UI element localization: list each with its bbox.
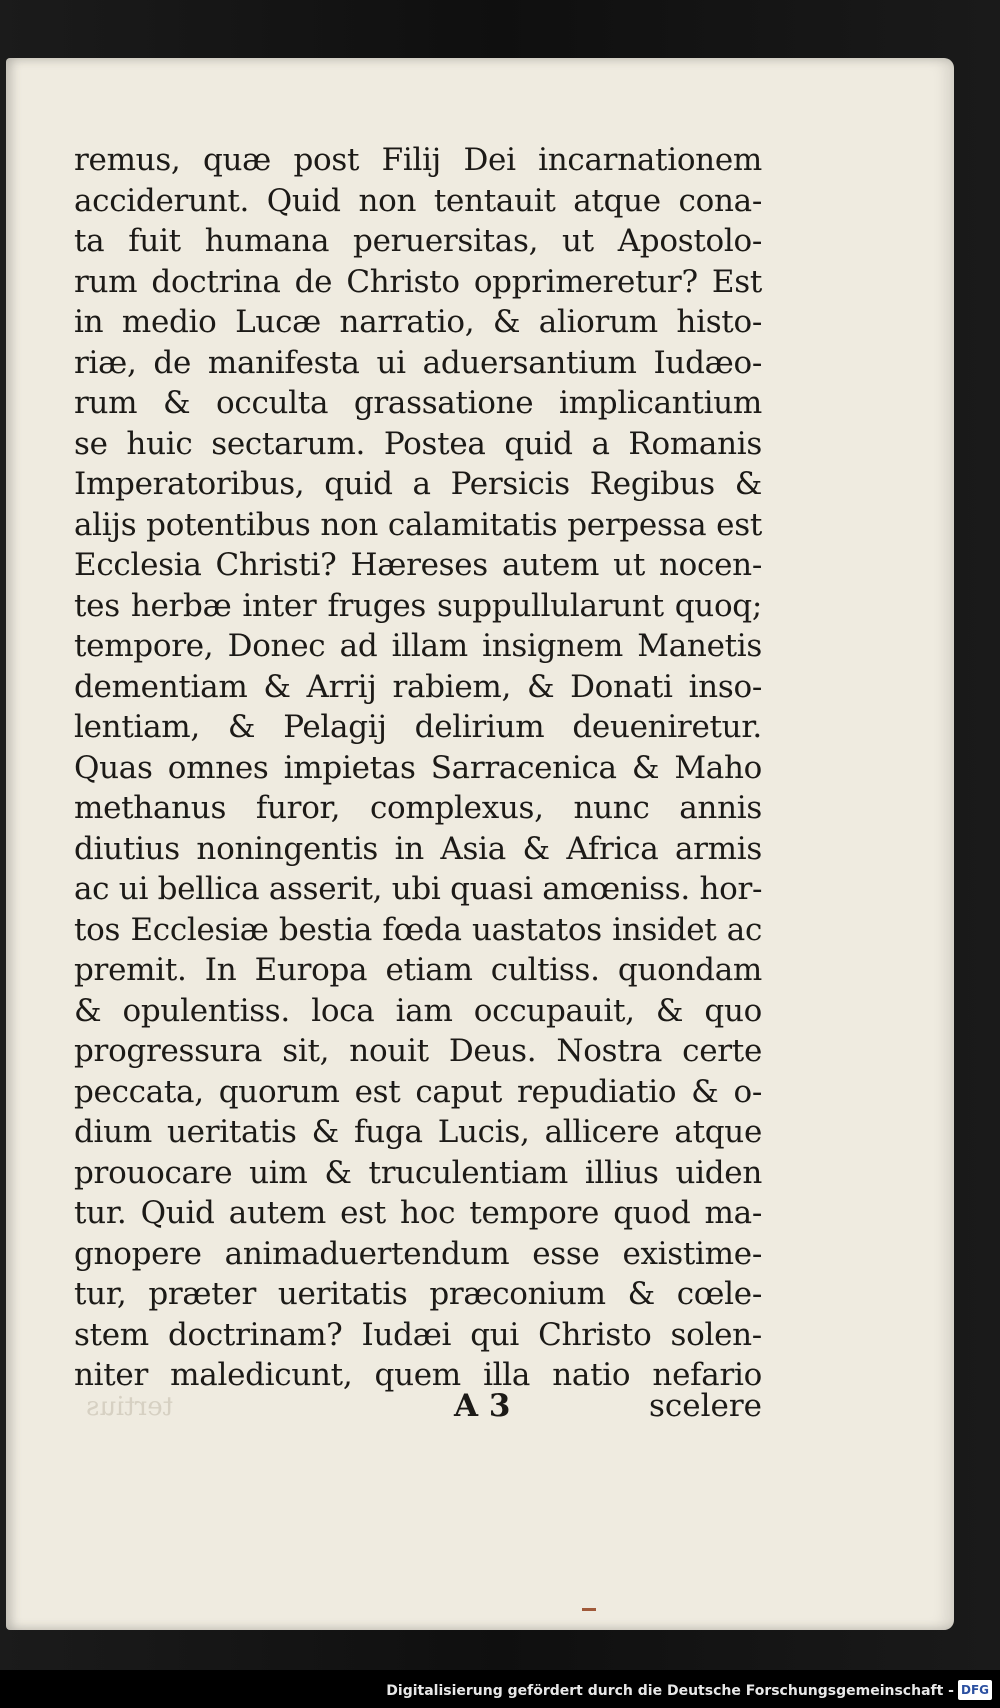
text-line: progressura sit, nouit Deus. Nostra certe bbox=[74, 1033, 762, 1069]
text-line: dium ueritatis & fuga Lucis, allicere atque bbox=[74, 1114, 762, 1150]
page-body-text bbox=[74, 140, 762, 1396]
credit-text: Digitalisierung gefördert durch die Deutsche Forschungsgemeinschaft - bbox=[386, 1683, 954, 1699]
book-page bbox=[6, 58, 954, 1630]
page-footer bbox=[74, 1388, 762, 1432]
text-line: gnopere animaduertendum esse existime- bbox=[74, 1235, 762, 1272]
text-line: tur, præter ueritatis præconium & cœle- bbox=[74, 1276, 762, 1312]
text-line: rum doctrina de Christo opprimeretur? Est bbox=[74, 263, 762, 300]
ink-mark bbox=[582, 1608, 596, 1611]
text-line: in medio Lucæ narratio, & aliorum histo- bbox=[74, 304, 762, 340]
text-line: ta fuit humana peruersitas, ut Apostolo- bbox=[74, 223, 762, 259]
text-line: tos Ecclesiæ bestia fœda uastatos insidet ac bbox=[74, 911, 762, 948]
text-line: prouocare uim & truculentiam illius uiden bbox=[74, 1154, 762, 1191]
text-line: remus, quæ post Filij Dei incarnationem bbox=[74, 142, 762, 178]
text-line: & opulentiss. loca iam occupauit, & quo bbox=[74, 992, 762, 1029]
text-line: stem doctrinam? Iudæi qui Christo solen- bbox=[74, 1316, 762, 1353]
text-line: alijs potentibus non calamitatis perpessa est bbox=[74, 506, 762, 543]
text-line: dementiam & Arrij rabiem, & Donati inso- bbox=[74, 668, 762, 705]
text-line: diutius noningentis in Asia & Africa armis bbox=[74, 830, 762, 867]
signature-mark: A 3 bbox=[454, 1388, 511, 1424]
text-line: Imperatoribus, quid a Persicis Regibus & bbox=[74, 466, 762, 502]
text-line: acciderunt. Quid non tentauit atque cona- bbox=[74, 182, 762, 219]
bleed-through-text: tertius bbox=[86, 1392, 174, 1422]
text-line: methanus furor, complexus, nunc annis bbox=[74, 790, 762, 826]
text-line: peccata, quorum est caput repudiatio & o- bbox=[74, 1073, 762, 1110]
text-line: ac ui bellica asserit, ubi quasi amœniss. hor- bbox=[74, 871, 763, 907]
catchword: scelere bbox=[648, 1388, 762, 1424]
text-line: lentiam, & Pelagij delirium deueniretur. bbox=[74, 709, 762, 745]
text-line: tempore, Donec ad illam insignem Manetis bbox=[74, 628, 762, 664]
text-line: premit. In Europa etiam cultiss. quondam bbox=[74, 952, 762, 988]
dfg-logo: DFG bbox=[958, 1680, 992, 1700]
text-line: niter maledicunt, quem illa natio nefario bbox=[74, 1357, 762, 1393]
text-line: Ecclesia Christi? Hæreses autem ut nocen- bbox=[74, 547, 762, 583]
text-line: riæ, de manifesta ui aduersantium Iudæo- bbox=[74, 344, 762, 381]
text-line: Quas omnes impietas Sarracenica & Maho bbox=[74, 749, 762, 786]
credit-bar bbox=[0, 1670, 1000, 1708]
text-line: rum & occulta grassatione implicantium bbox=[74, 385, 762, 421]
text-line: tur. Quid autem est hoc tempore quod ma- bbox=[74, 1195, 762, 1231]
text-line: tes herbæ inter fruges suppullularunt quoq; bbox=[74, 587, 762, 624]
text-line: se huic sectarum. Postea quid a Romanis bbox=[74, 425, 762, 462]
